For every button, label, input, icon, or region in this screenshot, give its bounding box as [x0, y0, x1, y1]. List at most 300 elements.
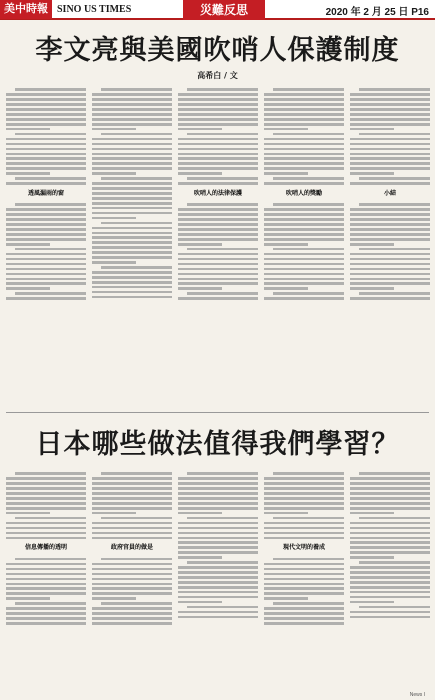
text-line	[178, 93, 258, 96]
text-line	[264, 108, 344, 111]
text-line	[15, 602, 86, 605]
text-line	[178, 223, 258, 226]
text-line	[178, 98, 258, 101]
text-line	[92, 617, 172, 620]
text-line	[264, 282, 344, 285]
text-line	[92, 477, 172, 480]
text-line	[6, 522, 86, 525]
text-line	[178, 278, 258, 281]
text-line	[264, 512, 308, 515]
text-line	[6, 592, 86, 595]
text-line	[350, 93, 430, 96]
text-line	[264, 587, 344, 590]
text-line	[350, 253, 430, 256]
text-line	[350, 162, 430, 165]
text-line	[178, 233, 258, 236]
text-line	[264, 128, 308, 131]
text-line	[92, 93, 172, 96]
text-line	[350, 282, 430, 285]
text-line	[6, 507, 86, 510]
masthead-chinese: 美中時報	[0, 0, 52, 19]
article1-byline: 高希白 / 文	[197, 71, 238, 80]
text-line	[92, 568, 172, 571]
text-line	[178, 153, 258, 156]
text-line	[178, 541, 258, 544]
text-line	[350, 482, 430, 485]
text-line	[350, 616, 430, 619]
text-line	[92, 108, 172, 111]
text-line	[264, 123, 344, 126]
text-line	[350, 128, 394, 131]
text-line	[15, 203, 86, 206]
text-line	[6, 287, 50, 290]
text-line	[350, 551, 430, 554]
text-line	[101, 558, 172, 561]
text-line	[264, 118, 344, 121]
text-line	[178, 258, 258, 261]
text-line	[92, 251, 172, 254]
text-line	[350, 492, 430, 495]
text-line	[92, 492, 172, 495]
text-line	[264, 287, 308, 290]
text-line	[92, 612, 172, 615]
text-line	[178, 128, 222, 131]
text-line	[350, 118, 430, 121]
text-line	[264, 208, 344, 211]
date-page: 2020 年 2 月 25 日 P16	[325, 7, 429, 18]
text-line	[264, 607, 344, 610]
text-line	[178, 566, 258, 569]
article1-column-3	[178, 86, 258, 406]
text-line	[264, 143, 344, 146]
text-line	[264, 233, 344, 236]
body-text	[6, 88, 86, 184]
text-line	[178, 162, 258, 165]
text-line	[264, 583, 344, 586]
article2-column-4	[264, 470, 344, 692]
text-line	[92, 578, 172, 581]
text-line	[350, 263, 430, 266]
text-line	[178, 282, 258, 285]
text-line	[6, 607, 86, 610]
text-line	[350, 172, 394, 175]
text-line	[6, 597, 50, 600]
article1-title: 李文亮與美國吹哨人保護制度	[35, 35, 400, 66]
text-line	[178, 487, 258, 490]
text-line	[6, 268, 86, 271]
text-line	[6, 113, 86, 116]
text-line	[359, 203, 430, 206]
article1-column-1	[6, 86, 86, 406]
text-line	[359, 177, 430, 180]
text-line	[6, 103, 86, 106]
text-line	[101, 177, 172, 180]
text-line	[264, 157, 344, 160]
text-line	[92, 246, 172, 249]
text-line	[350, 576, 430, 579]
text-line	[264, 568, 344, 571]
text-line	[178, 616, 258, 619]
text-line	[359, 133, 430, 136]
text-line	[178, 287, 222, 290]
text-line	[350, 113, 430, 116]
text-line	[187, 133, 258, 136]
article1-subhead-1: 透風漏雨的窗	[27, 190, 64, 198]
article2-subhead-3: 現代文明的養成	[282, 544, 325, 552]
text-line	[6, 253, 86, 256]
text-line	[92, 148, 172, 151]
text-line	[6, 243, 50, 246]
article1-column-2	[92, 86, 172, 406]
body-text	[92, 472, 172, 539]
text-line	[6, 527, 86, 530]
text-line	[101, 517, 172, 520]
article1-column-4	[264, 86, 344, 406]
body-text	[264, 558, 344, 625]
text-line	[350, 507, 430, 510]
text-line	[350, 182, 430, 185]
text-line	[15, 517, 86, 520]
article2-subhead-2: 政府官員的做是	[110, 544, 153, 552]
text-line	[350, 278, 430, 281]
text-line	[92, 128, 136, 131]
text-line	[350, 527, 430, 530]
text-line	[178, 556, 222, 559]
text-line	[92, 123, 172, 126]
text-line	[187, 561, 258, 564]
text-line	[92, 187, 172, 190]
text-line	[178, 148, 258, 151]
text-line	[178, 482, 258, 485]
text-line	[350, 287, 394, 290]
text-line	[178, 581, 258, 584]
text-line	[6, 502, 86, 505]
text-line	[264, 93, 344, 96]
text-line	[264, 597, 308, 600]
text-line	[178, 601, 222, 604]
text-line	[178, 571, 258, 574]
text-line	[92, 192, 172, 195]
article1-columns	[6, 86, 430, 406]
text-line	[92, 113, 172, 116]
text-line	[264, 258, 344, 261]
text-line	[15, 472, 86, 475]
text-line	[92, 207, 172, 210]
text-line	[273, 133, 344, 136]
text-line	[6, 497, 86, 500]
text-line	[350, 556, 394, 559]
text-line	[178, 243, 222, 246]
text-line	[92, 482, 172, 485]
text-line	[178, 228, 258, 231]
text-line	[264, 563, 344, 566]
text-line	[6, 297, 86, 300]
text-line	[92, 182, 172, 185]
text-line	[92, 138, 172, 141]
text-line	[359, 248, 430, 251]
body-text	[350, 88, 430, 184]
text-line	[264, 138, 344, 141]
text-line	[264, 507, 344, 510]
text-line	[15, 292, 86, 295]
text-line	[178, 268, 258, 271]
text-line	[178, 546, 258, 549]
text-line	[350, 238, 430, 241]
text-line	[92, 592, 172, 595]
body-text	[350, 203, 430, 299]
text-line	[350, 208, 430, 211]
text-line	[350, 143, 430, 146]
text-line	[359, 606, 430, 609]
text-line	[264, 477, 344, 480]
text-line	[350, 103, 430, 106]
text-line	[264, 182, 344, 185]
text-line	[273, 248, 344, 251]
text-line	[350, 213, 430, 216]
text-line	[273, 88, 344, 91]
text-line	[6, 532, 86, 535]
text-line	[350, 108, 430, 111]
text-line	[6, 273, 86, 276]
text-line	[178, 238, 258, 241]
text-line	[6, 233, 86, 236]
text-line	[92, 143, 172, 146]
text-line	[273, 292, 344, 295]
text-line	[264, 103, 344, 106]
text-line	[178, 172, 222, 175]
text-line	[359, 88, 430, 91]
body-text	[92, 88, 172, 298]
text-line	[350, 477, 430, 480]
text-line	[273, 517, 344, 520]
text-line	[178, 507, 258, 510]
text-line	[350, 148, 430, 151]
text-line	[6, 573, 86, 576]
text-line	[6, 487, 86, 490]
text-line	[350, 157, 430, 160]
text-line	[92, 197, 172, 200]
text-line	[264, 532, 344, 535]
text-line	[178, 611, 258, 614]
text-line	[6, 118, 86, 121]
text-line	[92, 167, 172, 170]
body-text	[178, 203, 258, 299]
text-line	[178, 208, 258, 211]
text-line	[15, 133, 86, 136]
text-line	[6, 492, 86, 495]
text-line	[178, 103, 258, 106]
text-line	[92, 522, 172, 525]
text-line	[178, 576, 258, 579]
article2-title: 日本哪些做法值得我們學習？	[35, 429, 400, 460]
text-line	[264, 482, 344, 485]
text-line	[6, 512, 50, 515]
text-line	[92, 537, 172, 540]
text-line	[359, 292, 430, 295]
text-line	[187, 88, 258, 91]
text-line	[264, 98, 344, 101]
body-text	[264, 88, 344, 184]
text-line	[92, 597, 136, 600]
text-line	[92, 172, 136, 175]
text-line	[350, 123, 430, 126]
text-line	[178, 527, 258, 530]
footer-note: News I	[409, 692, 425, 698]
text-line	[6, 182, 86, 185]
text-line	[101, 88, 172, 91]
text-line	[101, 222, 172, 225]
text-line	[350, 601, 394, 604]
text-line	[15, 248, 86, 251]
text-line	[187, 177, 258, 180]
text-line	[6, 258, 86, 261]
text-line	[350, 258, 430, 261]
body-text	[350, 472, 430, 618]
article2-column-5	[350, 470, 430, 692]
text-line	[264, 268, 344, 271]
text-line	[187, 203, 258, 206]
body-text	[178, 88, 258, 184]
article2-columns	[6, 470, 430, 692]
text-line	[264, 497, 344, 500]
text-line	[264, 263, 344, 266]
text-line	[92, 286, 172, 289]
body-text	[264, 203, 344, 299]
text-line	[264, 253, 344, 256]
text-line	[187, 472, 258, 475]
text-line	[92, 157, 172, 160]
text-line	[6, 218, 86, 221]
text-line	[6, 238, 86, 241]
text-line	[359, 561, 430, 564]
text-line	[350, 228, 430, 231]
text-line	[273, 602, 344, 605]
text-line	[350, 571, 430, 574]
text-line	[178, 502, 258, 505]
article2-column-3	[178, 470, 258, 692]
text-line	[350, 522, 430, 525]
text-line	[178, 167, 258, 170]
text-line	[92, 103, 172, 106]
article-divider	[6, 412, 429, 413]
text-line	[92, 281, 172, 284]
text-line	[6, 617, 86, 620]
text-line	[359, 517, 430, 520]
text-line	[264, 492, 344, 495]
text-line	[264, 297, 344, 300]
text-line	[6, 482, 86, 485]
text-line	[350, 566, 430, 569]
text-line	[178, 123, 258, 126]
text-line	[178, 512, 222, 515]
body-text	[264, 472, 344, 539]
text-line	[6, 167, 86, 170]
text-line	[350, 497, 430, 500]
text-line	[6, 282, 86, 285]
text-line	[350, 586, 430, 589]
text-line	[350, 218, 430, 221]
text-line	[264, 578, 344, 581]
text-line	[92, 227, 172, 230]
text-line	[178, 297, 258, 300]
body-text	[6, 203, 86, 299]
text-line	[6, 477, 86, 480]
text-line	[6, 208, 86, 211]
text-line	[92, 153, 172, 156]
text-line	[92, 256, 172, 259]
text-line	[178, 157, 258, 160]
text-line	[264, 167, 344, 170]
text-line	[6, 213, 86, 216]
text-line	[101, 133, 172, 136]
text-line	[15, 177, 86, 180]
text-line	[92, 271, 172, 274]
text-line	[350, 243, 394, 246]
text-line	[178, 118, 258, 121]
article2-column-1	[6, 470, 86, 692]
text-line	[92, 202, 172, 205]
text-line	[264, 592, 344, 595]
text-line	[92, 532, 172, 535]
body-text	[6, 558, 86, 625]
text-line	[178, 273, 258, 276]
text-line	[6, 622, 86, 625]
text-line	[350, 297, 430, 300]
text-line	[92, 563, 172, 566]
text-line	[264, 213, 344, 216]
text-line	[92, 573, 172, 576]
text-line	[101, 602, 172, 605]
text-line	[92, 607, 172, 610]
text-line	[92, 232, 172, 235]
body-text	[6, 472, 86, 539]
text-line	[6, 537, 86, 540]
text-line	[264, 148, 344, 151]
text-line	[15, 558, 86, 561]
text-line	[178, 213, 258, 216]
text-line	[6, 172, 50, 175]
text-line	[6, 278, 86, 281]
text-line	[350, 546, 430, 549]
article1-subhead-3: 吹哨人的獎勵	[285, 190, 322, 198]
text-line	[178, 113, 258, 116]
text-line	[92, 291, 172, 294]
text-line	[264, 223, 344, 226]
text-line	[6, 612, 86, 615]
text-line	[6, 123, 86, 126]
text-line	[178, 492, 258, 495]
text-line	[178, 182, 258, 185]
text-line	[350, 502, 430, 505]
text-line	[273, 558, 344, 561]
text-line	[6, 108, 86, 111]
text-line	[350, 487, 430, 490]
text-line	[6, 143, 86, 146]
text-line	[264, 238, 344, 241]
text-line	[187, 292, 258, 295]
text-line	[101, 266, 172, 269]
text-line	[178, 596, 258, 599]
text-line	[178, 537, 258, 540]
text-line	[178, 218, 258, 221]
text-line	[187, 248, 258, 251]
text-line	[6, 563, 86, 566]
text-line	[6, 583, 86, 586]
text-line	[264, 278, 344, 281]
text-line	[264, 537, 344, 540]
text-line	[178, 108, 258, 111]
text-line	[264, 502, 344, 505]
